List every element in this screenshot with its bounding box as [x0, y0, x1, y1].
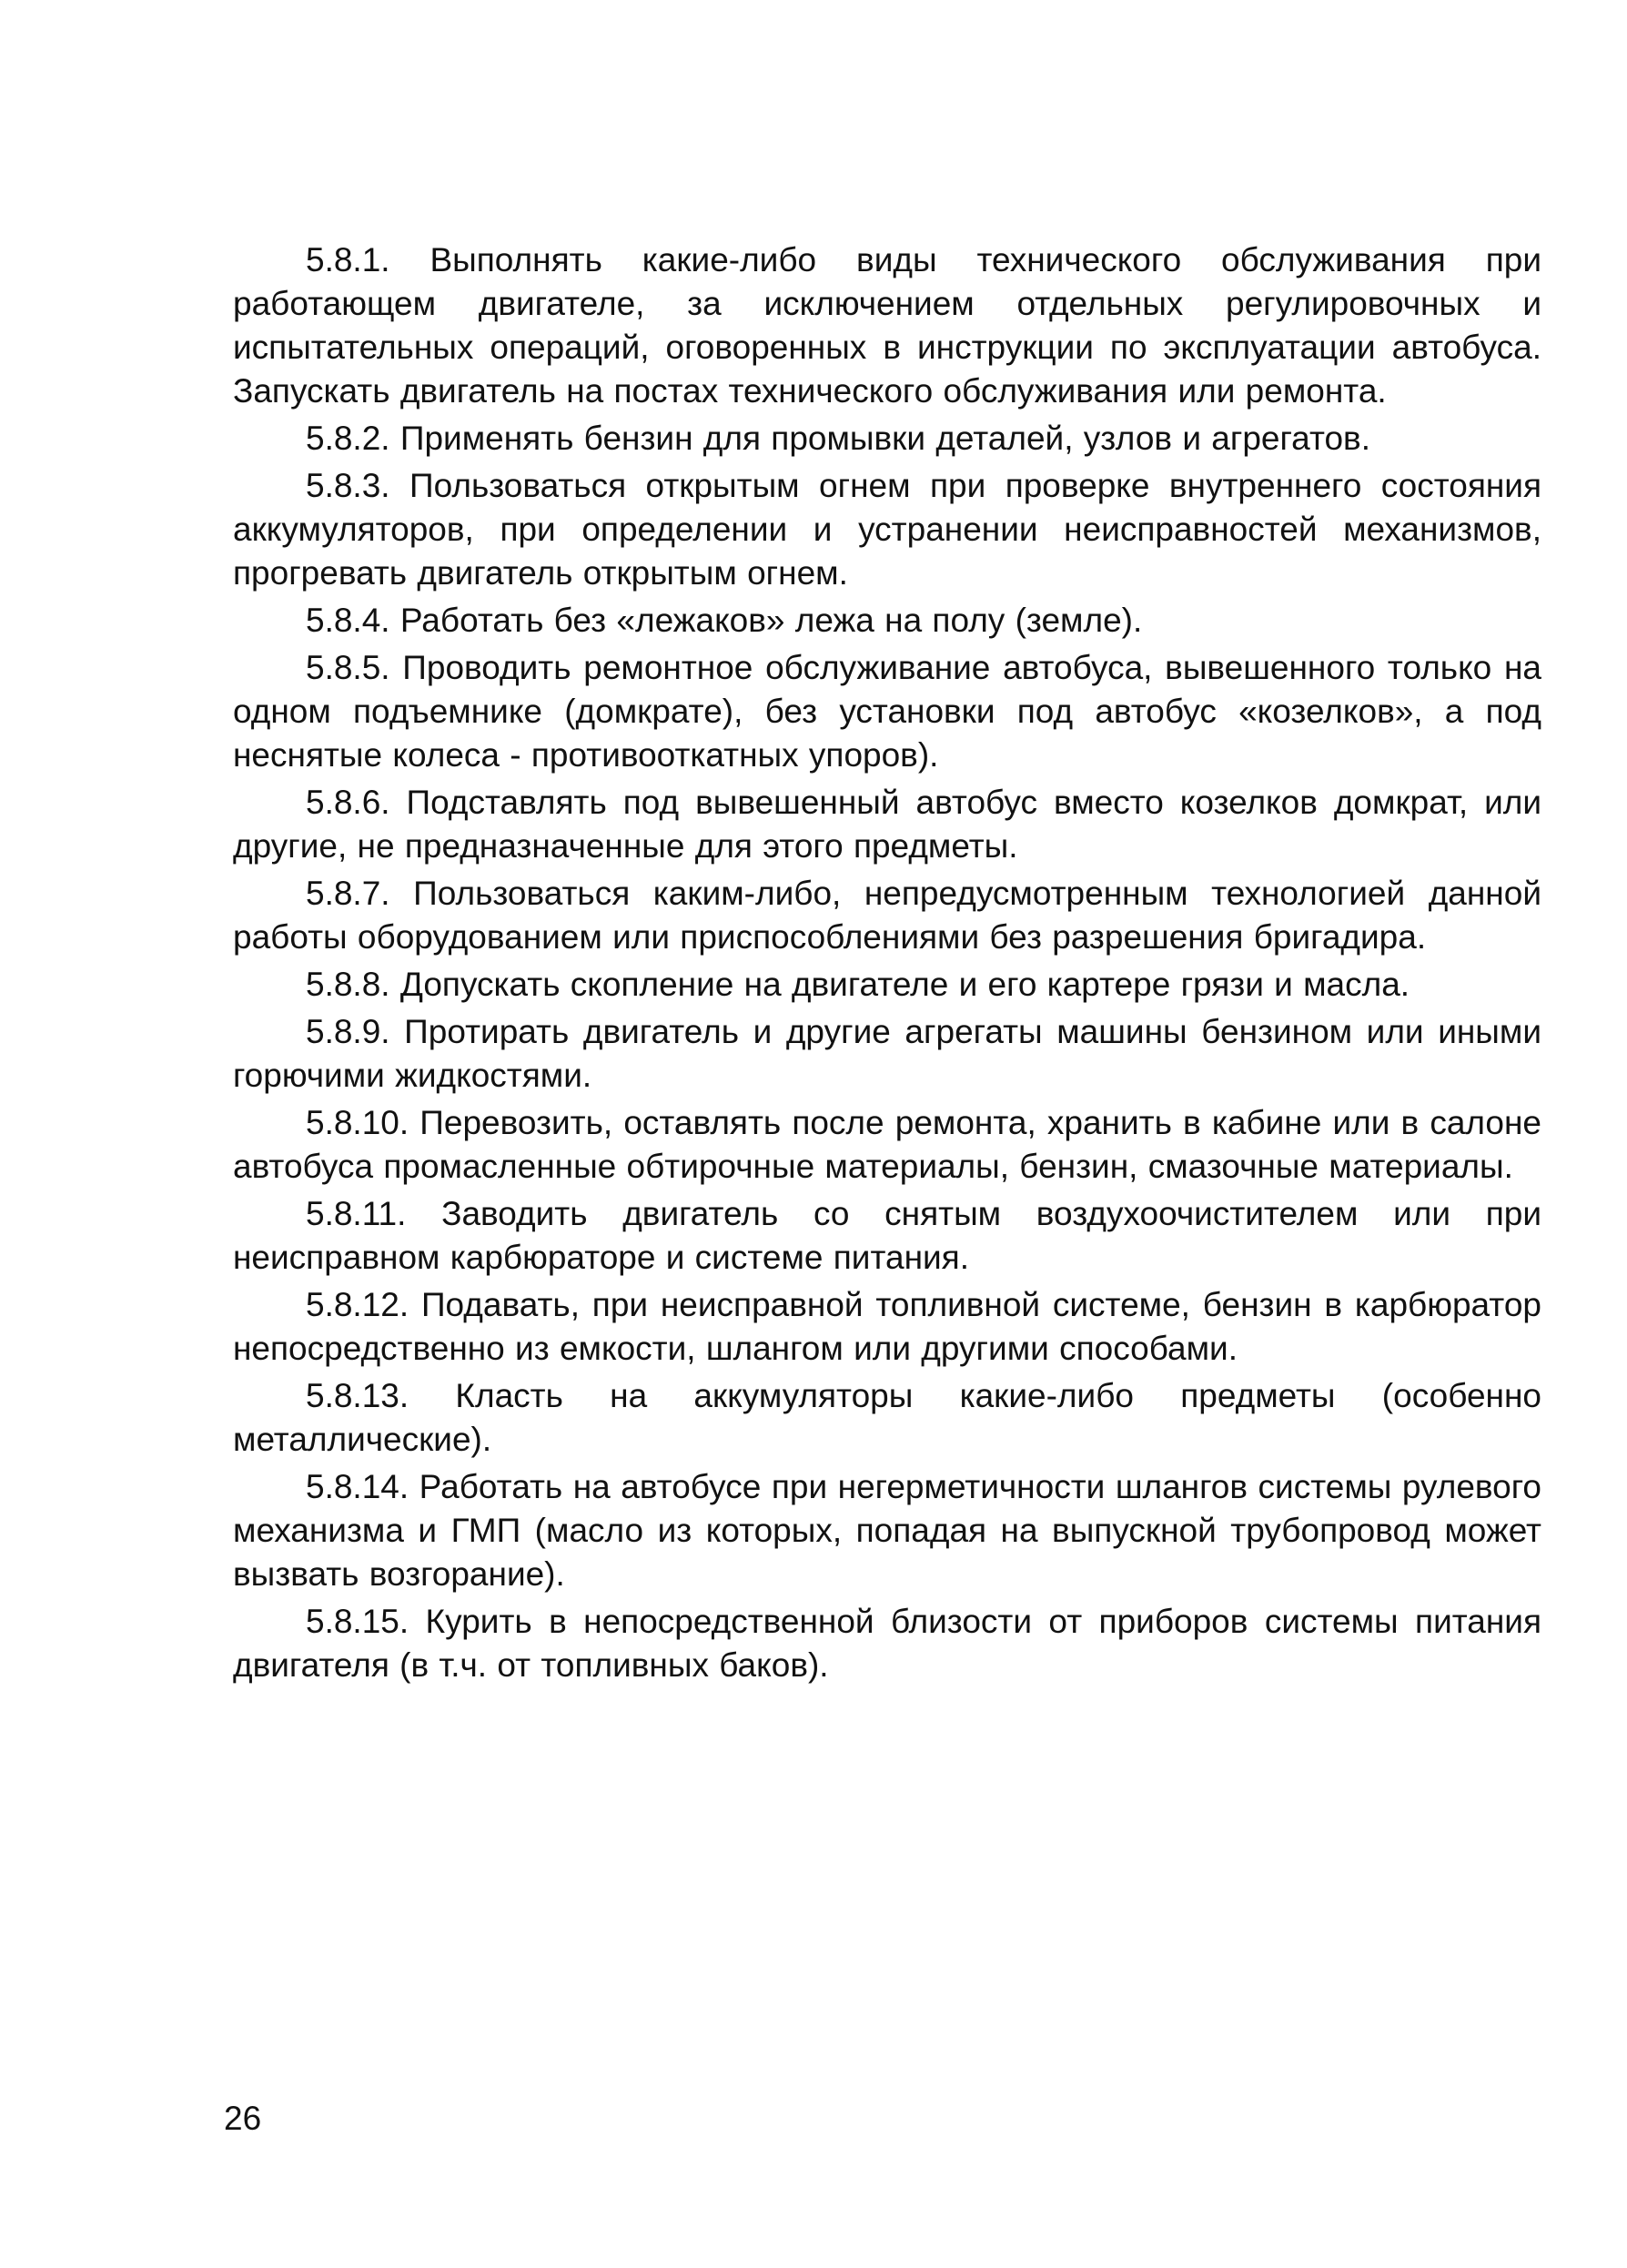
- paragraph-5-8-1: 5.8.1. Выполнять какие-либо виды технического обслуживания при работающем двигателе, за исключением отдельных регулировочных и испытательных операций, оговоренных в инструкции по эксплуатации автобуса. Запускать двигатель на постах технического обслуживания или ремонта.: [233, 241, 1541, 410]
- paragraph-5-8-9: 5.8.9. Протирать двигатель и другие агрегаты машины бензином или иными горючими жидкостями.: [233, 1013, 1541, 1094]
- paragraph-5-8-5: 5.8.5. Проводить ремонтное обслуживание автобуса, вывешенного только на одном подъемнике (домкрате), без установки под автобус «козелков», а под неснятые колеса - противооткатных упоров).: [233, 649, 1541, 774]
- paragraph-5-8-11: 5.8.11. Заводить двигатель со снятым воздухоочистителем или при неисправном карбюраторе и системе питания.: [233, 1195, 1541, 1276]
- paragraph-5-8-3: 5.8.3. Пользоваться открытым огнем при проверке внутреннего состояния аккумуляторов, при определении и устранении неисправностей механизмов, прогревать двигатель открытым огнем.: [233, 467, 1541, 592]
- paragraph-5-8-12: 5.8.12. Подавать, при неисправной топливной системе, бензин в карбюратор непосредственно из емкости, шлангом или другими способами.: [233, 1286, 1541, 1367]
- page-number: 26: [224, 2100, 262, 2137]
- paragraph-5-8-7: 5.8.7. Пользоваться каким-либо, непредусмотренным технологией данной работы оборудованием или приспособлениями без разрешения бригадира.: [233, 875, 1541, 956]
- paragraph-5-8-8: 5.8.8. Допускать скопление на двигателе и его картере грязи и масла.: [306, 966, 1410, 1003]
- paragraph-5-8-10: 5.8.10. Перевозить, оставлять после ремонта, хранить в кабине или в салоне автобуса промасленные обтирочные материалы, бензин, смазочные материалы.: [233, 1104, 1541, 1185]
- paragraph-5-8-14: 5.8.14. Работать на автобусе при негерметичности шлангов системы рулевого механизма и ГМП (масло из которых, попадая на выпускной трубопровод может вызвать возгорание).: [233, 1468, 1541, 1593]
- paragraph-5-8-15: 5.8.15. Курить в непосредственной близости от приборов системы питания двигателя (в т.ч. от топливных баков).: [233, 1603, 1541, 1684]
- paragraph-5-8-2: 5.8.2. Применять бензин для промывки деталей, узлов и агрегатов.: [306, 420, 1370, 457]
- paragraph-5-8-4: 5.8.4. Работать без «лежаков» лежа на полу (земле).: [306, 602, 1143, 639]
- paragraph-5-8-13: 5.8.13. Класть на аккумуляторы какие-либо предметы (особенно металлические).: [233, 1377, 1541, 1458]
- safety-prohibitions-list: [233, 238, 1541, 1691]
- paragraph-5-8-6: 5.8.6. Подставлять под вывешенный автобус вместо козелков домкрат, или другие, не предназначенные для этого предметы.: [233, 784, 1541, 865]
